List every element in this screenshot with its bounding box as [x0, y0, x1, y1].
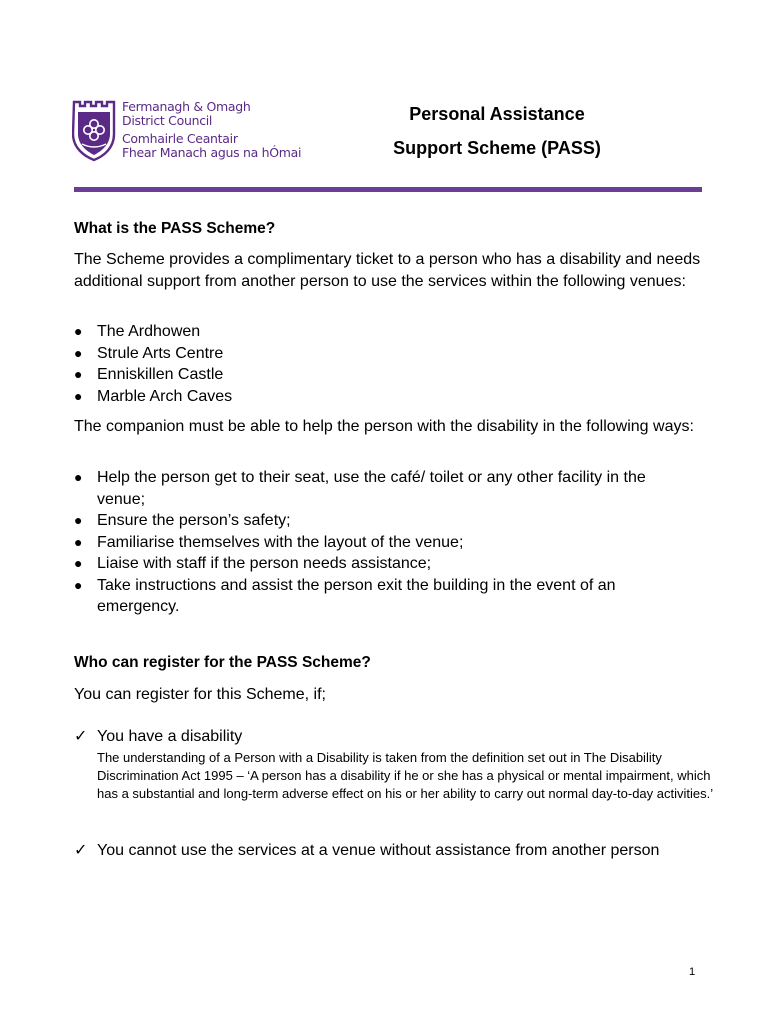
bullet-icon: ● [74, 533, 83, 550]
document-title-line-2: Support Scheme (PASS) [393, 138, 601, 158]
list-item: ● Marble Arch Caves [74, 386, 714, 408]
section-heading-who-can-register: Who can register for the PASS Scheme? [74, 654, 371, 671]
checkmark-icon: ✓ [74, 842, 88, 859]
criterion-needs-assistance [74, 840, 714, 862]
list-item: ● Familiarise themselves with the layout of the venue; [74, 532, 714, 554]
list-item: ● Help the person get to their seat, use the café/ toilet or any other facility in the venue; [74, 469, 646, 508]
council-logo [72, 100, 302, 164]
list-item: ● Strule Arts Centre [74, 343, 714, 365]
register-intro: You can register for this Scheme, if; [74, 686, 326, 703]
bullet-icon: ● [74, 469, 83, 485]
section-heading-what-is: What is the PASS Scheme? [74, 220, 276, 237]
bullet-icon: ● [74, 323, 83, 339]
logo-line-irish-1: Comhairle Ceantair [122, 131, 238, 146]
bullet-icon: ● [74, 576, 83, 593]
companion-intro: The companion must be able to help the person with the disability in the following ways: [74, 418, 694, 435]
document-title-line-1: Personal Assistance [409, 104, 585, 124]
bullet-icon: ● [74, 387, 83, 404]
scheme-description: The Scheme provides a complimentary ticket to a person who has a disability and needs additional support from another person to use the services within the following venues: [74, 251, 701, 290]
header-divider [74, 187, 702, 192]
logo-line-english-1: Fermanagh & Omagh [122, 99, 251, 114]
page-number: 1 [689, 966, 696, 978]
list-item: ● Take instructions and assist the person exit the building in the event of an emergency. [74, 576, 616, 615]
bullet-icon: ● [74, 344, 83, 361]
list-item: ● Ensure the person’s safety; [74, 510, 714, 532]
council-crest-icon [72, 100, 116, 162]
venue-list [74, 321, 714, 407]
logo-line-irish-2: Fhear Manach agus na hÓmai [122, 145, 302, 160]
bullet-icon: ● [74, 555, 83, 571]
criterion-disability [74, 726, 714, 803]
bullet-icon: ● [74, 512, 83, 528]
disability-definition: The understanding of a Person with a Disability is taken from the definition set out in The Disability Discrimination Act 1995 – ‘A person has a disability if he or she has a physical or mental impairment, which has a substantial and long-term adverse effect on his or her ability to carry out normal day-to-day activities.’ [97, 749, 714, 801]
criterion-title: You have a disability [97, 728, 243, 745]
list-item: ● The Ardhowen [74, 321, 714, 343]
companion-duties-list [74, 467, 714, 618]
criterion-title: You cannot use the services at a venue without assistance from another person [97, 842, 660, 859]
bullet-icon: ● [74, 366, 83, 382]
list-item: ● Liaise with staff if the person needs assistance; [74, 553, 714, 575]
logo-wordmark [122, 100, 301, 160]
logo-line-english-2: District Council [122, 113, 213, 128]
checkmark-icon: ✓ [74, 728, 88, 745]
list-item: ● Enniskillen Castle [74, 364, 714, 386]
